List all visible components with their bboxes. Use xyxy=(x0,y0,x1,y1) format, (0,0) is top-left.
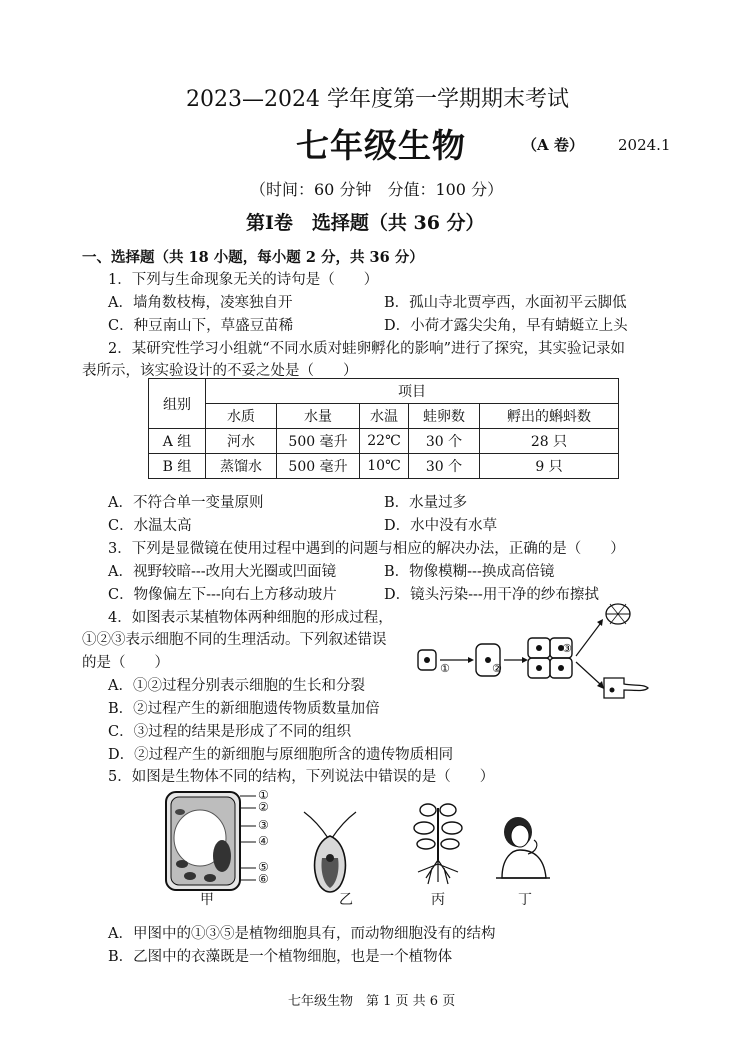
q1-stem: 1．下列与生命现象无关的诗句是（ ） xyxy=(108,272,379,288)
q5-stem: 5．如图是生物体不同的结构，下列说法中错误的是（ ） xyxy=(108,769,495,785)
q1-option-b: B．孤山寺北贾亭西，水面初平云脚低 xyxy=(384,295,627,311)
q4-option-d: D．②过程产生的新细胞与原细胞所含的遗传物质相同 xyxy=(108,747,454,763)
callout-5: ⑤ xyxy=(258,860,269,874)
exam-date: 2024.1 xyxy=(618,136,671,154)
paper-type: （A 卷） xyxy=(522,136,584,154)
page-footer: 七年级生物 第 1 页 共 6 页 xyxy=(288,994,456,1009)
process-label-1: ① xyxy=(440,662,450,675)
q2-stem-line2: 表所示，该实验设计的不妥之处是（ ） xyxy=(82,363,358,379)
q4-option-c: C．③过程的结果是形成了不同的组织 xyxy=(108,724,352,740)
q1-option-c: C．种豆南山下，草盛豆苗稀 xyxy=(108,318,294,334)
process-label-2: ② xyxy=(492,662,502,675)
q1-option-a: A．墙角数枝梅，凌寒独自开 xyxy=(108,295,293,311)
table-row xyxy=(149,454,619,479)
q2-option-b: B．水量过多 xyxy=(384,495,468,511)
callout-1: ① xyxy=(258,788,269,802)
q5-option-b: B．乙图中的衣藻既是一个植物细胞，也是一个植物体 xyxy=(108,949,453,965)
q5-figure-plant xyxy=(408,798,468,888)
table-row xyxy=(149,429,619,454)
table-col-header: 水质 xyxy=(206,404,277,429)
q4-cell-diagram xyxy=(412,600,652,710)
subject-title: 七年级生物 xyxy=(296,126,466,165)
q2-stem-line1: 2．某研究性学习小组就“不同水质对蛙卵孵化的影响”进行了探究，其实验记录如 xyxy=(108,341,626,357)
table-cell: 30 个 xyxy=(409,429,480,454)
table-cell: 500 毫升 xyxy=(277,429,360,454)
process-label-3: ③ xyxy=(562,642,572,655)
table-cell: 22℃ xyxy=(360,429,409,454)
q5-figure-person xyxy=(492,814,552,880)
q2-option-d: D．水中没有水草 xyxy=(384,518,498,534)
part1-heading: 一、选择题（共 18 小题，每小题 2 分，共 36 分） xyxy=(82,249,424,266)
callout-3: ③ xyxy=(258,818,269,832)
figure-label-bing: 丙 xyxy=(431,892,445,908)
callout-2: ② xyxy=(258,800,269,814)
figure-label-yi: 乙 xyxy=(339,892,353,908)
table-cell: 蒸馏水 xyxy=(206,454,277,479)
q4-stem-line1: 4．如图表示某植物体两种细胞的形成过程， xyxy=(108,610,393,626)
q2-option-a: A．不符合单一变量原则 xyxy=(108,495,264,511)
table-header-group: 组别 xyxy=(149,379,206,429)
q4-stem-line2: ①②③表示细胞不同的生理活动。下列叙述错误 xyxy=(82,632,387,648)
figure-label-ding: 丁 xyxy=(518,892,532,908)
q4-option-a: A．①②过程分别表示细胞的生长和分裂 xyxy=(108,678,365,694)
q3-option-a: A．视野较暗---改用大光圈或凹面镜 xyxy=(108,564,337,580)
q2-option-c: C．水温太高 xyxy=(108,518,192,534)
q3-option-b: B．物像模糊---换成高倍镜 xyxy=(384,564,555,580)
callout-4: ④ xyxy=(258,834,269,848)
q3-option-d: D．镜头污染---用干净的纱布擦拭 xyxy=(384,587,599,603)
q5-option-a: A．甲图中的①③⑤是植物细胞具有，而动物细胞没有的结构 xyxy=(108,926,496,942)
time-score: （时间：60 分钟 分值：100 分） xyxy=(250,180,504,199)
experiment-table xyxy=(148,378,619,479)
table-cell: 10℃ xyxy=(360,454,409,479)
q4-option-b: B．②过程产生的新细胞遗传物质数量加倍 xyxy=(108,701,380,717)
figure-label-jia: 甲 xyxy=(200,892,214,908)
table-cell: 500 毫升 xyxy=(277,454,360,479)
table-header-item: 项目 xyxy=(206,379,619,404)
q4-stem-line3: 的是（ ） xyxy=(82,655,169,671)
table-col-header: 蛙卵数 xyxy=(409,404,480,429)
table-cell: 河水 xyxy=(206,429,277,454)
table-cell: A 组 xyxy=(149,429,206,454)
table-cell: 9 只 xyxy=(480,454,619,479)
table-cell: B 组 xyxy=(149,454,206,479)
table-cell: 28 只 xyxy=(480,429,619,454)
callout-6: ⑥ xyxy=(258,872,269,886)
q5-figure-chlamydomonas xyxy=(300,808,360,898)
q3-stem: 3．下列是显微镜在使用过程中遇到的问题与相应的解决办法，正确的是（ ） xyxy=(108,541,625,557)
table-col-header: 水温 xyxy=(360,404,409,429)
table-col-header: 水量 xyxy=(277,404,360,429)
exam-title: 2023—2024 学年度第一学期期末考试 xyxy=(186,87,569,112)
table-cell: 30 个 xyxy=(409,454,480,479)
table-col-header: 孵出的蝌蚪数 xyxy=(480,404,619,429)
q1-option-d: D．小荷才露尖尖角，早有蜻蜓立上头 xyxy=(384,318,628,334)
section-title: 第Ⅰ卷 选择题（共 36 分） xyxy=(246,212,485,234)
q3-option-c: C．物像偏左下---向右上方移动玻片 xyxy=(108,587,337,603)
